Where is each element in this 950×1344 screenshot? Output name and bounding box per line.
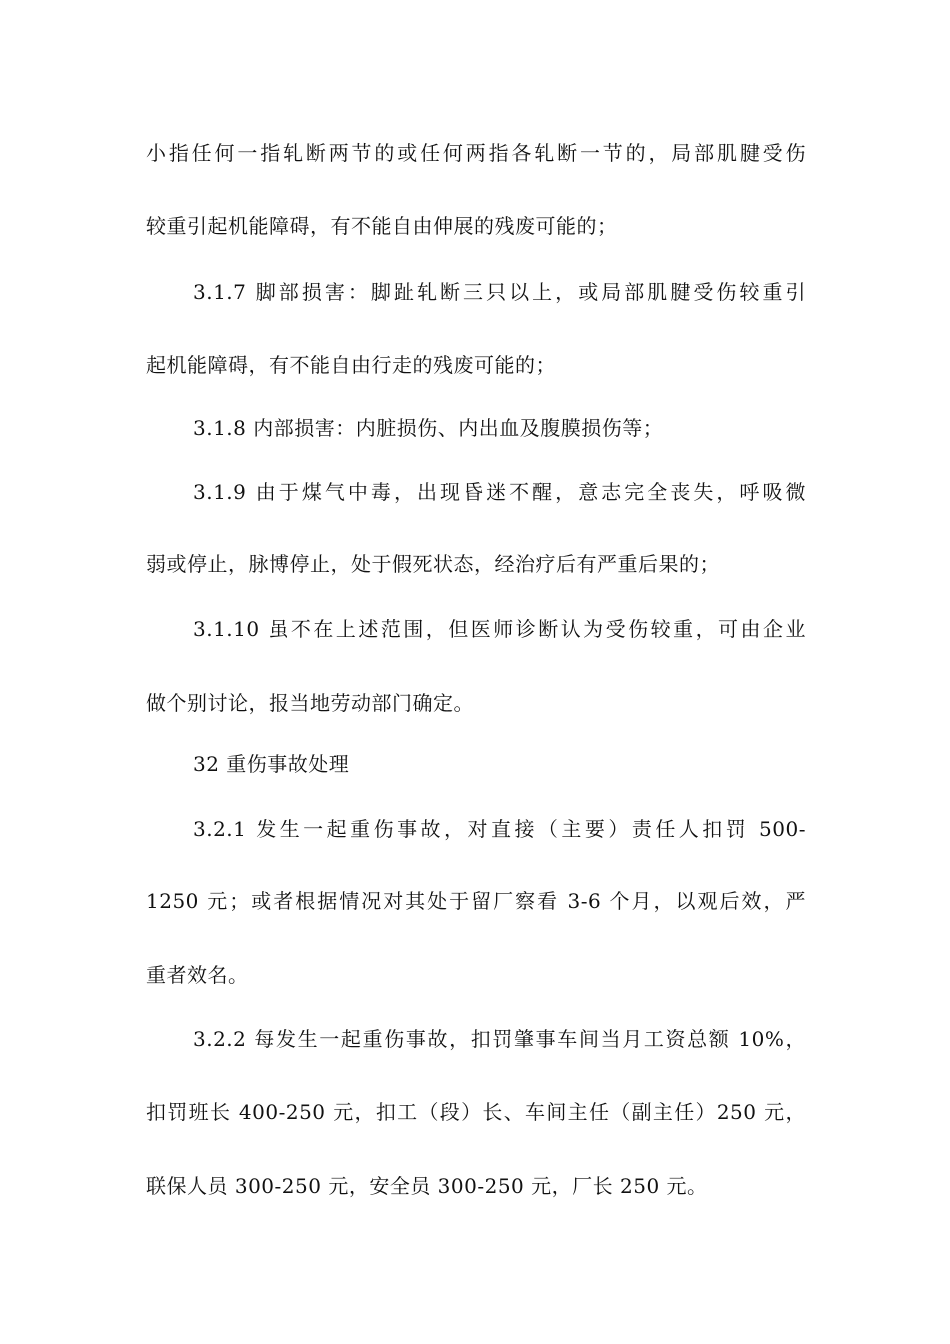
paragraph-line: 联保人员 300-250 元，安全员 300-250 元，厂长 250 元。 [146,1174,708,1198]
paragraph-line: 重者效名。 [146,963,249,987]
paragraph-line: 3.1.9 由于煤气中毒，出现昏迷不醒，意志完全丧失，呼吸微 [193,480,806,504]
paragraph-line: 3.1.7 脚部损害：脚趾轧断三只以上，或局部肌腱受伤较重引 [193,280,806,304]
paragraph-line: 小指任何一指轧断两节的或任何两指各轧断一节的，局部肌腱受伤 [146,141,806,165]
paragraph-line: 1250 元；或者根据情况对其处于留厂察看 3-6 个月，以观后效，严 [146,889,806,913]
paragraph-line: 扣罚班长 400-250 元，扣工（段）长、车间主任（副主任）250 元， [146,1100,806,1124]
paragraph-line: 弱或停止，脉博停止，处于假死状态，经治疗后有严重后果的； [146,552,720,576]
paragraph-line: 起机能障碍，有不能自由行走的残废可能的； [146,353,556,377]
paragraph-line: 3.1.10 虽不在上述范围，但医师诊断认为受伤较重，可由企业 [193,617,806,641]
paragraph-line: 3.2.1 发生一起重伤事故，对直接（主要）责任人扣罚 500- [193,817,806,841]
paragraph-line: 做个别讨论，报当地劳动部门确定。 [146,691,474,715]
section-heading: 32 重伤事故处理 [193,752,350,776]
paragraph-line: 较重引起机能障碍，有不能自由伸展的残废可能的； [146,214,618,238]
paragraph-line: 3.2.2 每发生一起重伤事故，扣罚肇事车间当月工资总额 10%， [193,1027,806,1051]
paragraph-line: 3.1.8 内部损害：内脏损伤、内出血及腹膜损伤等； [193,416,664,440]
